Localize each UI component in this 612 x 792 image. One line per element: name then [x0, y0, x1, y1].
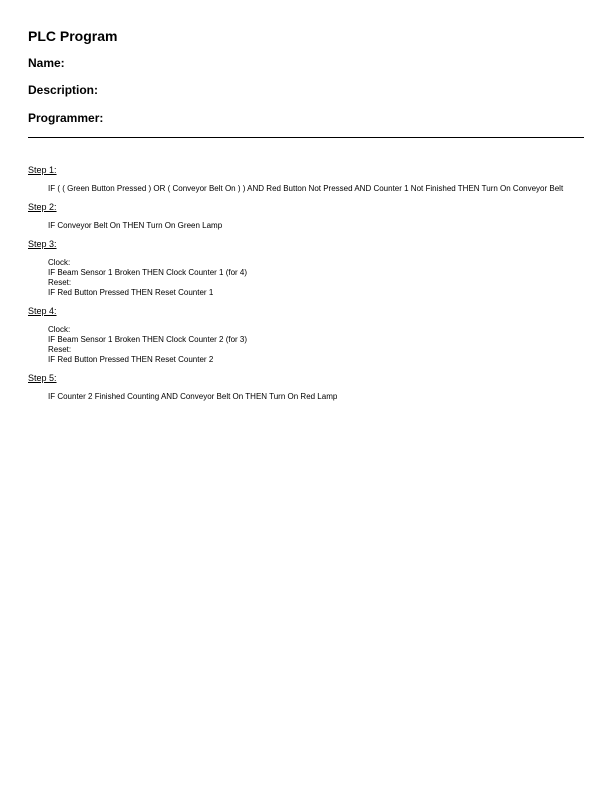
step-3: [28, 239, 584, 298]
step-label: Step 1:: [28, 165, 57, 175]
step-line: IF Counter 2 Finished Counting AND Conveyor Belt On THEN Turn On Red Lamp: [48, 392, 338, 401]
step-5: [28, 373, 584, 402]
step-body: [48, 184, 570, 194]
page-title: PLC Program: [28, 28, 118, 44]
step-body: [48, 392, 570, 402]
step-body: [48, 258, 570, 298]
step-4: [28, 306, 584, 365]
step-line: IF Conveyor Belt On THEN Turn On Green Lamp: [48, 221, 223, 230]
step-label: Step 2:: [28, 202, 57, 212]
step-line: Reset:: [48, 345, 72, 354]
step-1: [28, 165, 584, 194]
step-body: [48, 221, 570, 231]
step-line: Reset:: [48, 278, 72, 287]
step-line: Clock:: [48, 325, 71, 334]
step-line: IF Red Button Pressed THEN Reset Counter 2: [48, 355, 214, 364]
step-body: [48, 325, 570, 365]
step-2: [28, 202, 584, 231]
step-line: IF Beam Sensor 1 Broken THEN Clock Counter 2 (for 3): [48, 335, 248, 344]
step-line: IF Red Button Pressed THEN Reset Counter 1: [48, 288, 214, 297]
programmer-label: Programmer:: [28, 111, 104, 125]
step-line: Clock:: [48, 258, 71, 267]
step-line: IF Beam Sensor 1 Broken THEN Clock Counter 1 (for 4): [48, 268, 248, 277]
step-label: Step 4:: [28, 306, 57, 316]
header-divider: [28, 137, 584, 138]
step-label: Step 3:: [28, 239, 57, 249]
name-label: Name:: [28, 56, 65, 70]
step-label: Step 5:: [28, 373, 57, 383]
description-label: Description:: [28, 83, 99, 97]
step-line: IF ( ( Green Button Pressed ) OR ( Conveyor Belt On ) ) AND Red Button Not Pressed AND Counter 1 Not Finished THEN Turn On Conveyor Belt: [48, 184, 564, 193]
step-list: [28, 165, 584, 410]
